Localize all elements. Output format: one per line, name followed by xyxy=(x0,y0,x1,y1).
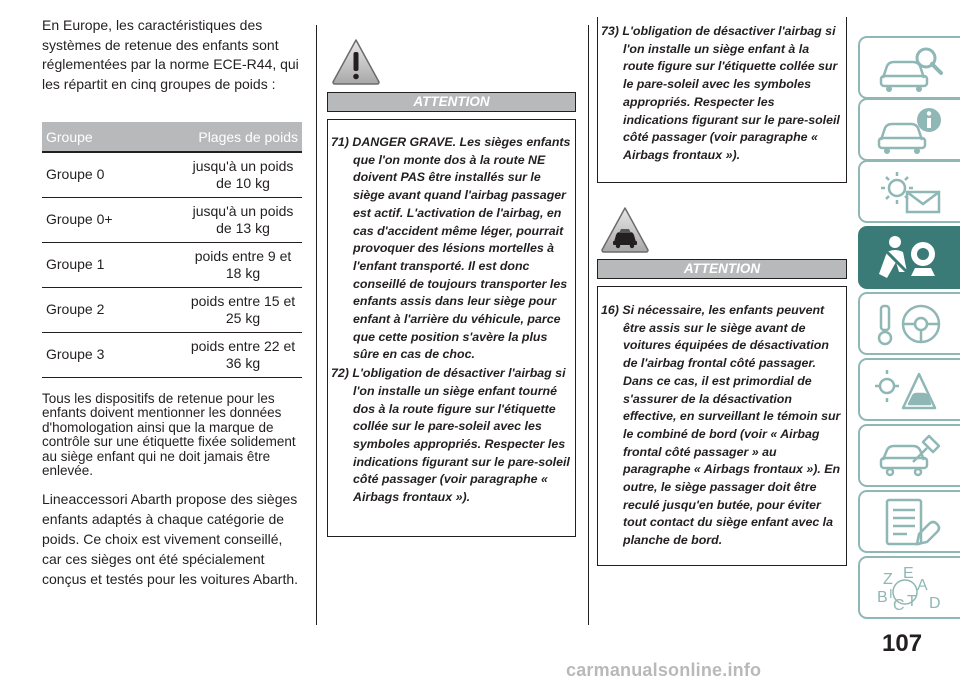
warning-item-text: L'obligation de désactiver l'airbag si l'on installe un siège enfant tourné dos à la route figure sur l'étiquette collée sur le pare-soleil avec les symboles appropriés. Respecter les indications figurant sur le pare-soleil côté passager (voir paragraphe « Airbags frontaux »). xyxy=(352,366,570,505)
warning-item xyxy=(601,302,843,550)
index-letter: D xyxy=(929,594,941,612)
warning-item-number: 73) xyxy=(601,24,619,38)
tab-maintenance[interactable] xyxy=(858,424,960,487)
warning-box-continued xyxy=(597,17,847,183)
page-number: 107 xyxy=(882,630,923,657)
tab-specifications[interactable] xyxy=(858,490,960,553)
warning-title-bar: ATTENTION xyxy=(597,259,847,279)
index-letter: T xyxy=(907,592,917,610)
tab-car-info[interactable] xyxy=(858,98,960,161)
maintenance-car-icon xyxy=(873,430,947,482)
warning-item-text: L'obligation de désactiver l'airbag si l'on installe un siège enfant à la route figure sur l'étiquette collée sur le pare-soleil avec les symboles appropriés. Respecter les indications figurant sur le pare-soleil côté passager (voir paragraphe « Airbags frontaux »). xyxy=(622,24,840,162)
index-letter: B xyxy=(877,588,888,606)
warning-item xyxy=(601,23,842,165)
weight-range: jusqu'à un poids de 10 kg xyxy=(184,152,302,197)
airbag-seat-warning-icon xyxy=(600,206,650,254)
warning-item-text: DANGER GRAVE. Les sièges enfants que l'on monte dos à la route NE doivent PAS être installés sur le siège avant quand l'airbag passager est actif. L'activation de l'airbag, en cas d'accident même léger, pourrait provoquer des lésions mortelles à l'enfant transporté. Il est donc conseillé de toujours transporter les enfants assis dans leur siège pour enfant à l'arrière du véhicule, parce que cette position s'avère la plus sûre en cas de choc. xyxy=(352,135,571,362)
group-name: Groupe 2 xyxy=(42,287,184,332)
index-letter: E xyxy=(903,564,914,582)
warning-item-number: 16) xyxy=(601,303,619,317)
specifications-list-icon xyxy=(873,496,947,548)
left-column xyxy=(42,16,304,589)
warning-item xyxy=(331,134,571,364)
warning-item-text: Si nécessaire, les enfants peuvent être assis sur le siège avant de voitures équipées de désactivation de l'airbag frontal côté passager. Dans ce cas, il est primordial de s'assurer de la désactivation effective, en surveillant le témoin sur le combiné de bord (voir « Airbag frontal côté passager » au paragraphe « Airbags frontaux »). En outre, le siège passager doit être reculé jusqu'en butée, pour éviter tout contact du siège enfant avec la planche de bord. xyxy=(622,303,841,548)
key-steering-icon xyxy=(873,298,947,350)
warning-box xyxy=(597,286,847,566)
warning-box xyxy=(327,119,576,537)
watermark-text: carmanualsonline.info xyxy=(566,660,762,680)
warning-item-number: 71) xyxy=(331,135,349,149)
weight-range: poids entre 15 et 25 kg xyxy=(184,287,302,332)
weight-range: poids entre 22 et 36 kg xyxy=(184,332,302,377)
table-header-weight-range: Plages de poids xyxy=(184,122,302,152)
tab-seatbelt-airbag[interactable] xyxy=(858,226,960,289)
table-row xyxy=(42,332,302,377)
group-name: Groupe 0+ xyxy=(42,197,184,242)
table-row xyxy=(42,242,302,287)
column-divider-right xyxy=(588,25,589,625)
index-letter: I xyxy=(889,585,893,601)
lineaccessori-paragraph: Lineaccessori Abarth propose des sièges enfants adaptés à chaque catégorie de poids. Ce choix est vivement conseillé, car ces sièges ont été spécialement conçus et testés pour les voitures Abarth. xyxy=(42,490,299,587)
column-divider-left xyxy=(316,25,317,625)
tab-car-search[interactable] xyxy=(858,36,960,99)
warning-title-bar: ATTENTION xyxy=(327,92,576,112)
tab-breakdown[interactable] xyxy=(858,358,960,421)
car-info-icon xyxy=(873,104,947,156)
tab-key-steering[interactable] xyxy=(858,292,960,355)
breakdown-car-icon xyxy=(873,364,947,416)
car-search-icon xyxy=(873,42,947,94)
lights-message-icon xyxy=(873,166,947,218)
warning-item-number: 72) xyxy=(331,366,349,381)
tab-index[interactable] xyxy=(858,556,960,619)
weight-range: poids entre 9 et 18 kg xyxy=(184,242,302,287)
warning-exclamation-icon xyxy=(331,38,381,86)
index-letter: A xyxy=(917,576,928,594)
table-row xyxy=(42,197,302,242)
seatbelt-airbag-icon xyxy=(873,232,947,284)
weight-range: jusqu'à un poids de 13 kg xyxy=(184,197,302,242)
intro-paragraph: En Europe, les caractéristiques des systèmes de retenue des enfants sont réglementées par la norme ECE-R44, qui les répartit en cinq groupes de poids : xyxy=(42,17,299,92)
table-row xyxy=(42,287,302,332)
weight-groups-table xyxy=(42,122,302,378)
table-header-group: Groupe xyxy=(42,122,184,152)
warning-item xyxy=(331,365,571,507)
group-name: Groupe 3 xyxy=(42,332,184,377)
group-name: Groupe 1 xyxy=(42,242,184,287)
table-row xyxy=(42,152,302,197)
homologation-paragraph: Tous les dispositifs de retenue pour les enfants doivent mentionner les données d'homologation ainsi que la marque de contrôle sur une étiquette fixée solidement au siège enfant qui ne doit jamais être enlevée. xyxy=(42,390,296,478)
index-letter: Z xyxy=(883,570,893,588)
index-letter: C xyxy=(893,596,905,614)
tab-lights-message[interactable] xyxy=(858,160,960,223)
group-name: Groupe 0 xyxy=(42,152,184,197)
index-letters-icon xyxy=(873,562,947,614)
table-header-row xyxy=(42,122,302,152)
